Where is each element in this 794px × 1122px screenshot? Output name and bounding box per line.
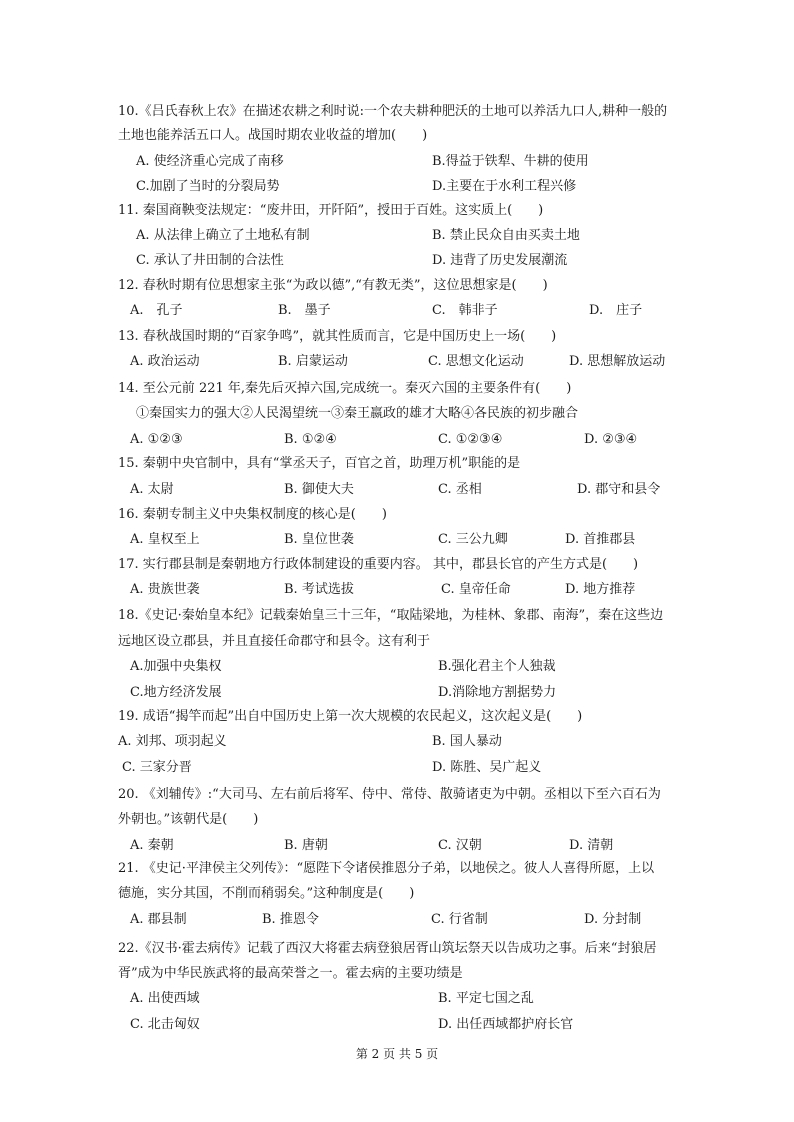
option-b: B. 唐朝 (284, 838, 328, 853)
option-d: D. 思想解放运动 (569, 354, 666, 369)
option-a: A. 使经济重心完成了南移 (136, 154, 284, 169)
option-d: D. 郡守和县令 (577, 482, 661, 497)
option-d: D. 首推郡县 (565, 532, 636, 547)
option-c: C. 三公九卿 (438, 532, 508, 547)
option-d: D.消除地方割据势力 (438, 685, 557, 700)
option-b: B. 禁止民众自由买卖土地 (432, 228, 580, 243)
option-a: A.加强中央集权 (130, 659, 222, 674)
option-c: C. ①②③④ (438, 432, 503, 447)
option-b: B. ①②④ (284, 432, 337, 447)
option-a: A. 秦朝 (130, 838, 174, 853)
question-stem-line: 12. 春秋时期有位思想家主张“为政以德”,“有教无类”，这位思想家是( ) (118, 278, 548, 293)
option-d: D. ②③④ (584, 432, 638, 447)
question-stem-line: 17. 实行郡县制是秦朝地方行政体制建设的重要内容。 其中，郡县长官的产生方式是( ) (118, 557, 639, 572)
option-a: A. 刘邦、项羽起义 (118, 734, 227, 749)
option-b: B. 国人暴动 (432, 734, 502, 749)
question-stem-line: 20. 《刘辅传》:“大司马、左右前后将军、侍中、常侍、散骑诸吏为中朝。丞相以下至六百石为 (118, 787, 661, 802)
option-b: B. 墨子 (278, 303, 331, 318)
option-a: A. ①②③ (130, 432, 183, 447)
option-c: C. 北击匈奴 (130, 1017, 200, 1032)
question-stem-line: 16. 秦朝专制主义中央集权制度的核心是( ) (118, 507, 387, 522)
question-stem-line: 远地区设立郡县，并且直接任命郡守和县令。这有利于 (118, 634, 431, 649)
question-stem-line: 18.《史记·秦始皇本纪》记载秦始皇三十三年，“取陆梁地，为桂林、象郡、南海”，秦在这些边 (118, 608, 664, 623)
option-d: D. 分封制 (584, 912, 642, 927)
option-d: D. 出任西域都护府长官 (438, 1017, 574, 1032)
option-b: B.强化君主个人独裁 (438, 659, 556, 674)
option-c: C. 思想文化运动 (428, 354, 524, 369)
option-d: D. 违背了历史发展潮流 (432, 253, 568, 268)
option-a: A. 皇权至上 (130, 532, 200, 547)
option-d: D. 庄子 (589, 303, 643, 318)
question-stem-line: 22.《汉书·霍去病传》记载了西汉大将霍去病登狼居胥山筑坛祭天以告成功之事。后来“封狼居 (118, 941, 657, 956)
question-stem-line: 11. 秦国商鞅变法规定：“废井田，开阡陌”，授田于百姓。这实质上( ) (118, 203, 544, 218)
option-c: C. 承认了井田制的合法性 (136, 253, 284, 268)
question-stem-line: 15. 秦朝中央官制中，具有“掌丞天子，百官之首，助理万机”职能的是 (118, 456, 521, 471)
option-a: A. 太尉 (130, 482, 174, 497)
option-d: D.主要在于水利工程兴修 (432, 179, 577, 194)
option-c: C. 汉朝 (438, 838, 482, 853)
question-stem-line: 21. 《史记·平津侯主父列传》：“愿陛下令诸侯推恩分子弟，以地侯之。彼人人喜得所愿，上以 (118, 861, 655, 876)
option-b: B. 御使大夫 (284, 482, 354, 497)
question-stem-line: ①秦国实力的强大②人民渴望统一③秦王嬴政的雄才大略④各民族的初步融合 (136, 406, 579, 421)
question-stem-line: 19. 成语“揭竿而起”出自中国历史上第一次大规模的农民起义，这次起义是( ) (118, 709, 583, 724)
option-b: B. 皇位世袭 (284, 532, 354, 547)
option-a: A. 政治运动 (130, 354, 200, 369)
option-a: A. 郡县制 (130, 912, 187, 927)
page-footer: 第 2 页 共 5 页 (355, 1047, 439, 1061)
option-d: D. 地方推荐 (565, 582, 636, 597)
option-c: C. 丞相 (438, 482, 482, 497)
option-c: C. 行省制 (431, 912, 488, 927)
option-a: A. 出使西域 (130, 991, 200, 1006)
question-stem-line: 胥”成为中华民族武将的最高荣誉之一。霍去病的主要功绩是 (118, 966, 463, 981)
option-d: D. 陈胜、吴广起义 (432, 760, 542, 775)
option-c: C.加剧了当时的分裂局势 (136, 179, 280, 194)
question-stem-line: 德施，实分其国，不削而稍弱矣。”这种制度是( ) (118, 886, 415, 901)
question-stem-line: 14. 至公元前 221 年,秦先后灭掉六国,完成统一。秦灭六国的主要条件有( ) (118, 381, 572, 396)
option-b: B.得益于铁犁、牛耕的使用 (432, 154, 589, 169)
option-b: B. 考试选拔 (284, 582, 354, 597)
question-stem-line: 土地也能养活五口人。战国时期农业收益的增加( ) (118, 128, 428, 143)
question-stem-line: 外朝也。”该朝代是( ) (118, 812, 259, 827)
option-a: A. 孔子 (130, 303, 183, 318)
option-a: A. 从法律上确立了土地私有制 (136, 228, 310, 243)
option-a: A. 贵族世袭 (130, 582, 200, 597)
option-c: C.地方经济发展 (130, 685, 222, 700)
option-b: B. 平定七国之乱 (438, 991, 534, 1006)
option-b: B. 推恩令 (262, 912, 319, 927)
option-c: C. 韩非子 (432, 303, 498, 318)
question-stem-line: 13. 春秋战国时期的“百家争鸣”，就其性质而言，它是中国历史上一场( ) (118, 329, 557, 344)
option-d: D. 清朝 (569, 838, 614, 853)
question-stem-line: 10.《吕氏春秋上农》在描述农耕之利时说:一个农夫耕种肥沃的土地可以养活九口人,耕种一般的 (118, 104, 668, 119)
option-c: C. 三家分晋 (122, 760, 192, 775)
option-c: C. 皇帝任命 (441, 582, 511, 597)
option-b: B. 启蒙运动 (278, 354, 348, 369)
